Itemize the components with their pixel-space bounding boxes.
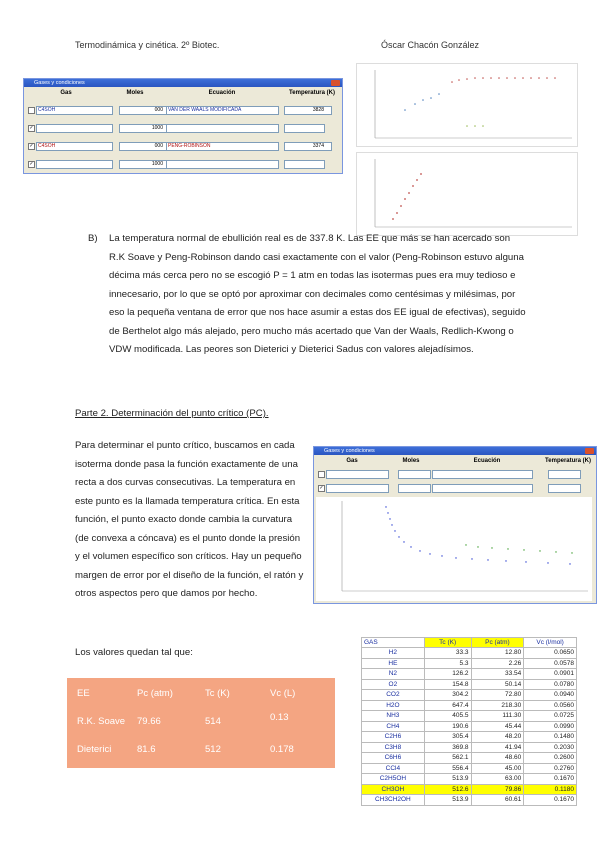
- ref-cell-tc: 304.2: [424, 690, 471, 701]
- section-b-text: La temperatura normal de ebullición real es de 337.8 K. Las EE que más se han acercado son R.K Soave y Peng-Robinson dando casi exactamente con el valor (Peng-Robinson estuvo alguna décima más cerca pero no se escogió P = 1 atm en todas las isotermas pues era muy tedioso e innecesario, por lo que se optó por aproximar con decimales como centésimas y milésimas, por eso la pequeña ventana de error que nos hace asumir a estas dos EE igual de efectivas), seguido de Berthelot algo más alejado, pero mucho más acertado que Van der Waals, Redlich-Kwong o VDW modificada. Las peores son Dieterici y Dieterici Sadus con valores alejadísimos.: [109, 233, 526, 355]
- ref-cell-tc: 647.4: [424, 700, 471, 711]
- ref-table-row: [362, 732, 577, 743]
- col-gas: Gas: [60, 90, 72, 96]
- ref-cell-pc: 2.26: [471, 658, 524, 669]
- gas-select[interactable]: C4SOH: [36, 142, 113, 151]
- dialog-title: Gases y condiciones: [34, 80, 85, 86]
- ref-cell-tc: 512.6: [424, 784, 471, 795]
- ref-table-row: [362, 690, 577, 701]
- header-left: Termodinámica y cinética. 2º Biotec.: [75, 40, 220, 50]
- ref-cell-vc: 0.2030: [524, 742, 577, 753]
- row-checkbox[interactable]: ✓: [319, 485, 324, 491]
- ref-cell-gas: H2: [362, 648, 425, 659]
- ee-row-tc: 514: [205, 716, 221, 727]
- ref-cell-vc: 0.1670: [524, 795, 577, 806]
- ref-cell-vc: 0.0650: [524, 648, 577, 659]
- gas-select[interactable]: [326, 484, 389, 493]
- ref-cell-tc: 305.4: [424, 732, 471, 743]
- ref-cell-gas: C2H5OH: [362, 774, 425, 785]
- gas-select[interactable]: [326, 470, 389, 479]
- ref-cell-vc: 0.0780: [524, 679, 577, 690]
- equation-select[interactable]: [432, 470, 533, 479]
- ref-cell-tc: 33.3: [424, 648, 471, 659]
- ref-cell-tc: 5.3: [424, 658, 471, 669]
- col-ecuacion: Ecuación: [473, 458, 501, 464]
- ee-row-pc: 81.6: [137, 744, 156, 755]
- close-icon[interactable]: [331, 80, 340, 86]
- gases-dialog-1: [23, 78, 343, 174]
- ref-header-gas: GAS: [362, 638, 425, 648]
- ref-table-row: [362, 648, 577, 659]
- ee-row-vc: 0.13: [270, 712, 289, 723]
- ref-cell-tc: 513.9: [424, 795, 471, 806]
- close-icon[interactable]: [585, 448, 594, 454]
- row-checkbox[interactable]: ✓: [29, 161, 34, 167]
- moles-spinner[interactable]: 1000: [119, 160, 171, 169]
- row-checkbox[interactable]: ✓: [29, 143, 34, 149]
- col-temp: Temperatura (K): [289, 90, 335, 96]
- ee-header-ee: EE: [77, 688, 90, 699]
- row-checkbox[interactable]: ✓: [29, 125, 34, 131]
- ref-cell-pc: 33.54: [471, 669, 524, 680]
- isotherm-plot-2: [356, 152, 578, 236]
- ref-table-row: [362, 700, 577, 711]
- ref-cell-vc: 0.0725: [524, 711, 577, 722]
- ref-table-row: [362, 795, 577, 806]
- ref-table-row: [362, 658, 577, 669]
- dialog2-plot: [316, 497, 592, 601]
- ref-cell-gas: H2O: [362, 700, 425, 711]
- ref-cell-pc: 111.30: [471, 711, 524, 722]
- temp-spinner[interactable]: [548, 470, 581, 479]
- ref-cell-gas: HE: [362, 658, 425, 669]
- ref-cell-pc: 60.61: [471, 795, 524, 806]
- ref-cell-gas: NH3: [362, 711, 425, 722]
- series-red: [451, 77, 556, 83]
- ref-cell-gas: N2: [362, 669, 425, 680]
- ref-cell-pc: 48.60: [471, 753, 524, 764]
- equation-select[interactable]: [166, 160, 279, 169]
- ref-cell-gas: CCl4: [362, 763, 425, 774]
- ref-table-row: [362, 742, 577, 753]
- ref-cell-vc: 0.0578: [524, 658, 577, 669]
- ref-table-row: [362, 784, 577, 795]
- ref-header-pc: Pc (atm): [471, 638, 524, 648]
- dialog-column-headers: [24, 87, 342, 99]
- equation-select[interactable]: PENG-ROBINSON: [166, 142, 279, 151]
- ref-cell-gas: C2H6: [362, 732, 425, 743]
- ref-cell-tc: 126.2: [424, 669, 471, 680]
- ref-cell-vc: 0.0990: [524, 721, 577, 732]
- ee-header-tc: Tc (K): [205, 688, 230, 699]
- ref-cell-gas: C6H6: [362, 753, 425, 764]
- ref-header-tc: Tc (K): [424, 638, 471, 648]
- ee-header-pc: Pc (atm): [137, 688, 173, 699]
- ref-cell-gas: CO2: [362, 690, 425, 701]
- ref-table-row: [362, 711, 577, 722]
- col-moles: Moles: [126, 90, 144, 96]
- ref-cell-pc: 41.94: [471, 742, 524, 753]
- col-gas: Gas: [346, 458, 358, 464]
- ref-cell-tc: 556.4: [424, 763, 471, 774]
- temp-spinner[interactable]: 3828: [284, 106, 332, 115]
- gas-select[interactable]: C4SOH: [36, 106, 113, 115]
- ref-cell-gas: O2: [362, 679, 425, 690]
- temp-spinner[interactable]: [548, 484, 581, 493]
- ref-cell-tc: 369.8: [424, 742, 471, 753]
- ee-header-vc: Vc (L): [270, 688, 296, 699]
- ref-table-row: [362, 721, 577, 732]
- ref-table-row: [362, 679, 577, 690]
- ref-cell-vc: 0.2600: [524, 753, 577, 764]
- moles-spinner[interactable]: 1000: [119, 124, 171, 133]
- dialog-title-bar: [314, 447, 596, 455]
- ref-cell-pc: 50.14: [471, 679, 524, 690]
- moles-spinner[interactable]: 000: [119, 106, 171, 115]
- header-right: Óscar Chacón González: [381, 40, 480, 50]
- isotherm-plot-1: [356, 63, 578, 147]
- ref-cell-gas: CH3CH2OH: [362, 795, 425, 806]
- ref-cell-tc: 562.1: [424, 753, 471, 764]
- moles-spinner[interactable]: [398, 484, 431, 493]
- dialog-column-headers: [314, 455, 596, 467]
- equation-select[interactable]: VAN DER WAALS MODIFICADA: [166, 106, 279, 115]
- gas-row: [26, 141, 340, 150]
- equation-select[interactable]: [432, 484, 533, 493]
- ref-cell-vc: 0.1480: [524, 732, 577, 743]
- row-checkbox[interactable]: [318, 471, 325, 478]
- ref-cell-tc: 190.6: [424, 721, 471, 732]
- series-green: [466, 125, 484, 127]
- ref-cell-tc: 513.9: [424, 774, 471, 785]
- col-ecuacion: Ecuación: [208, 90, 236, 96]
- ref-cell-vc: 0.0940: [524, 690, 577, 701]
- ref-cell-gas: CH4: [362, 721, 425, 732]
- values-intro: Los valores quedan tal que:: [75, 647, 193, 658]
- dialog-title: Gases y condiciones: [324, 448, 375, 454]
- gas-row: [316, 469, 594, 478]
- gas-row: [26, 123, 340, 132]
- gas-select[interactable]: [36, 124, 113, 133]
- ref-cell-pc: 72.80: [471, 690, 524, 701]
- section-b-label: B): [88, 233, 98, 244]
- ref-cell-vc: 0.1180: [524, 784, 577, 795]
- temp-spinner[interactable]: [284, 160, 325, 169]
- gas-row: [26, 105, 340, 114]
- ref-table-row: [362, 774, 577, 785]
- ref-cell-tc: 154.8: [424, 679, 471, 690]
- ref-cell-vc: 0.0901: [524, 669, 577, 680]
- ref-cell-tc: 405.5: [424, 711, 471, 722]
- ref-cell-pc: 63.00: [471, 774, 524, 785]
- ee-row-vc: 0.178: [270, 744, 294, 755]
- temp-spinner[interactable]: 3374: [284, 142, 332, 151]
- ref-cell-gas: CH3OH: [362, 784, 425, 795]
- ref-header-vc: Vc (l/mol): [524, 638, 577, 648]
- ref-table-header: [362, 638, 577, 648]
- series-blue: [404, 93, 440, 111]
- ref-cell-gas: C3H8: [362, 742, 425, 753]
- ee-results-table: [67, 678, 335, 768]
- temp-spinner[interactable]: [284, 124, 325, 133]
- ref-cell-pc: 12.80: [471, 648, 524, 659]
- ref-table-row: [362, 753, 577, 764]
- ref-table-row: [362, 763, 577, 774]
- moles-spinner[interactable]: 000: [119, 142, 171, 151]
- part2-text: Para determinar el punto crítico, buscamos en cada isoterma donde pasa la función exactamente de una recta a dos curvas consecutivas. La temperatura en este punto es la llamada temperatura crítica. En esta función, el punto exacto donde cambia la curvatura (de convexa a cóncava) es el punto donde la presión y el volumen específico son críticos. Hay un pequeño margen de error por el diseño de la función, el ratón y otros aspectos pero que damos por hecho.: [75, 440, 304, 599]
- ref-cell-vc: 0.1670: [524, 774, 577, 785]
- equation-select[interactable]: [166, 124, 279, 133]
- col-moles: Moles: [402, 458, 420, 464]
- ref-cell-pc: 79.86: [471, 784, 524, 795]
- col-temp: Temperatura (K): [545, 458, 591, 464]
- series-red: [392, 173, 422, 220]
- gas-row: [26, 159, 340, 168]
- ee-row-name: R.K. Soave: [77, 716, 126, 727]
- ref-cell-pc: 218.30: [471, 700, 524, 711]
- row-checkbox[interactable]: [28, 107, 35, 114]
- ee-row-name: Dieterici: [77, 744, 112, 755]
- part2-title: Parte 2. Determinación del punto crítico (PC).: [75, 408, 269, 419]
- gases-dialog-2: [313, 446, 597, 604]
- ref-cell-pc: 45.00: [471, 763, 524, 774]
- gas-row: [316, 483, 594, 492]
- ref-cell-vc: 0.2760: [524, 763, 577, 774]
- ref-cell-pc: 48.20: [471, 732, 524, 743]
- dialog-title-bar: [24, 79, 342, 87]
- ee-row-tc: 512: [205, 744, 221, 755]
- ref-cell-pc: 45.44: [471, 721, 524, 732]
- ee-row-pc: 79.66: [137, 716, 161, 727]
- gas-select[interactable]: [36, 160, 113, 169]
- moles-spinner[interactable]: [398, 470, 431, 479]
- ref-cell-vc: 0.0560: [524, 700, 577, 711]
- ref-table-row: [362, 669, 577, 680]
- reference-gas-table: [361, 637, 577, 806]
